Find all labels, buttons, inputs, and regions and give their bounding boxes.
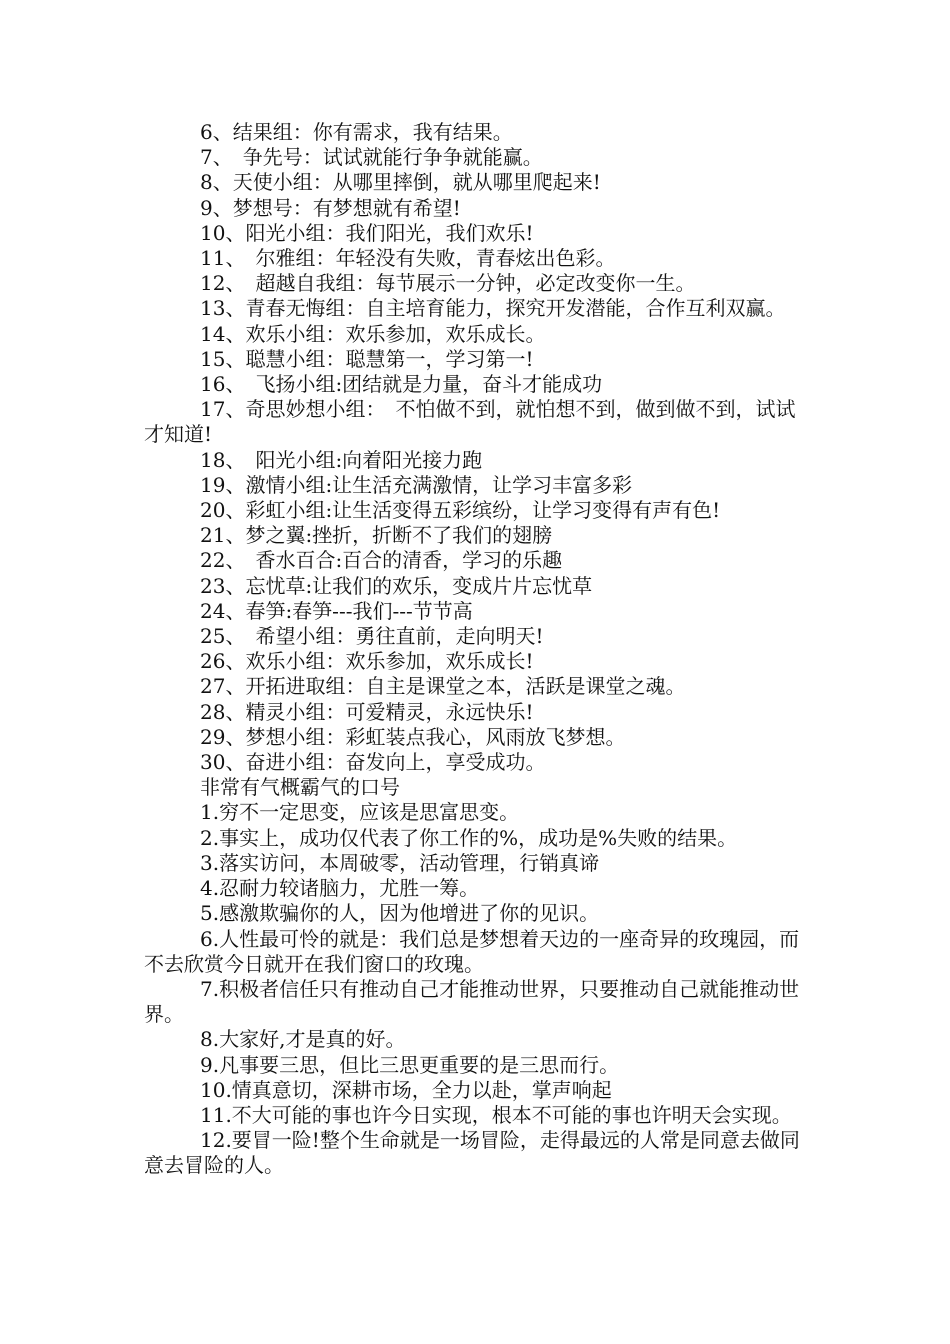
list-item: 15、聪慧小组：聪慧第一，学习第一! [200,346,534,371]
list-item: 25、 希望小组：勇往直前，走向明天! [200,624,544,649]
list-item: 21、梦之翼:挫折，折断不了我们的翅膀 [200,523,553,548]
list-item: 7.积极者信任只有推动自己才能推动世界，只要推动自己就能推动世界。 [144,976,800,1027]
list-item: 22、 香水百合:百合的清香，学习的乐趣 [200,548,563,573]
list-item: 9、梦想号：有梦想就有希望! [200,195,461,220]
list-item: 16、 飞扬小组:团结就是力量，奋斗才能成功 [200,372,603,397]
list-item: 18、 阳光小组:向着阳光接力跑 [200,447,483,472]
list-item: 4.忍耐力较诸脑力，尤胜一筹。 [200,876,480,901]
list-item: 5.感激欺骗你的人，因为他增进了你的见识。 [200,901,600,926]
list-item: 29、梦想小组：彩虹装点我心，风雨放飞梦想。 [200,724,626,749]
list-item: 8、天使小组：从哪里摔倒，就从哪里爬起来! [200,170,601,195]
list-item: 19、激情小组:让生活充满激情，让学习丰富多彩 [200,472,633,497]
section-heading: 非常有气概霸气的口号 [200,775,400,800]
list-item: 12、 超越自我组：每节展示一分钟，必定改变你一生。 [200,271,696,296]
list-item: 10.情真意切，深耕市场，全力以赴，掌声响起 [200,1077,612,1102]
list-item: 8.大家好,才是真的好。 [200,1027,406,1052]
list-item: 9.凡事要三思，但比三思更重要的是三思而行。 [200,1052,620,1077]
list-item: 3.落实访问，本周破零，活动管理，行销真谛 [200,850,600,875]
list-item: 23、忘忧草:让我们的欢乐，变成片片忘忧草 [200,573,593,598]
list-item: 27、开拓进取组：自主是课堂之本，活跃是课堂之魂。 [200,674,686,699]
list-item: 10、阳光小组：我们阳光，我们欢乐! [200,220,534,245]
list-item: 6、结果组：你有需求，我有结果。 [200,120,513,144]
list-item: 17、奇思妙想小组： 不怕做不到，就怕想不到，做到做不到，试试才知道! [144,397,796,447]
list-item: 13、青春无悔组：自主培育能力，探究开发潜能，合作互利双赢。 [200,296,786,321]
list-item: 28、精灵小组：可爱精灵，永远快乐! [200,699,534,724]
list-item: 24、春笋:春笋---我们---节节高 [200,598,473,623]
list-item: 20、彩虹小组:让生活变得五彩缤纷，让学习变得有声有色! [200,498,721,523]
list-item: 30、奋进小组：奋发向上，享受成功。 [200,750,546,775]
list-item: 2.事实上，成功仅代表了你工作的%，成功是%失败的结果。 [200,825,738,850]
list-item: 11.不大可能的事也许今日实现，根本不可能的事也许明天会实现。 [200,1102,792,1127]
list-item: 26、欢乐小组：欢乐参加，欢乐成长! [200,649,534,674]
list-item: 12.要冒一险!整个生命就是一场冒险，走得最远的人常是同意去做同意去冒险的人。 [144,1128,800,1178]
document-body [144,120,814,1179]
list-item: 7、 争先号：试试就能行争争就能赢。 [200,145,543,170]
list-item: 14、欢乐小组：欢乐参加，欢乐成长。 [200,321,546,346]
list-item: 11、 尔雅组：年轻没有失败，青春炫出色彩。 [200,246,616,271]
list-item: 1.穷不一定思变，应该是思富思变。 [200,800,520,825]
list-item: 6.人性最可怜的就是：我们总是梦想着天边的一座奇异的玫瑰园，而不去欣赏今日就开在我们窗口的玫瑰。 [144,926,800,976]
